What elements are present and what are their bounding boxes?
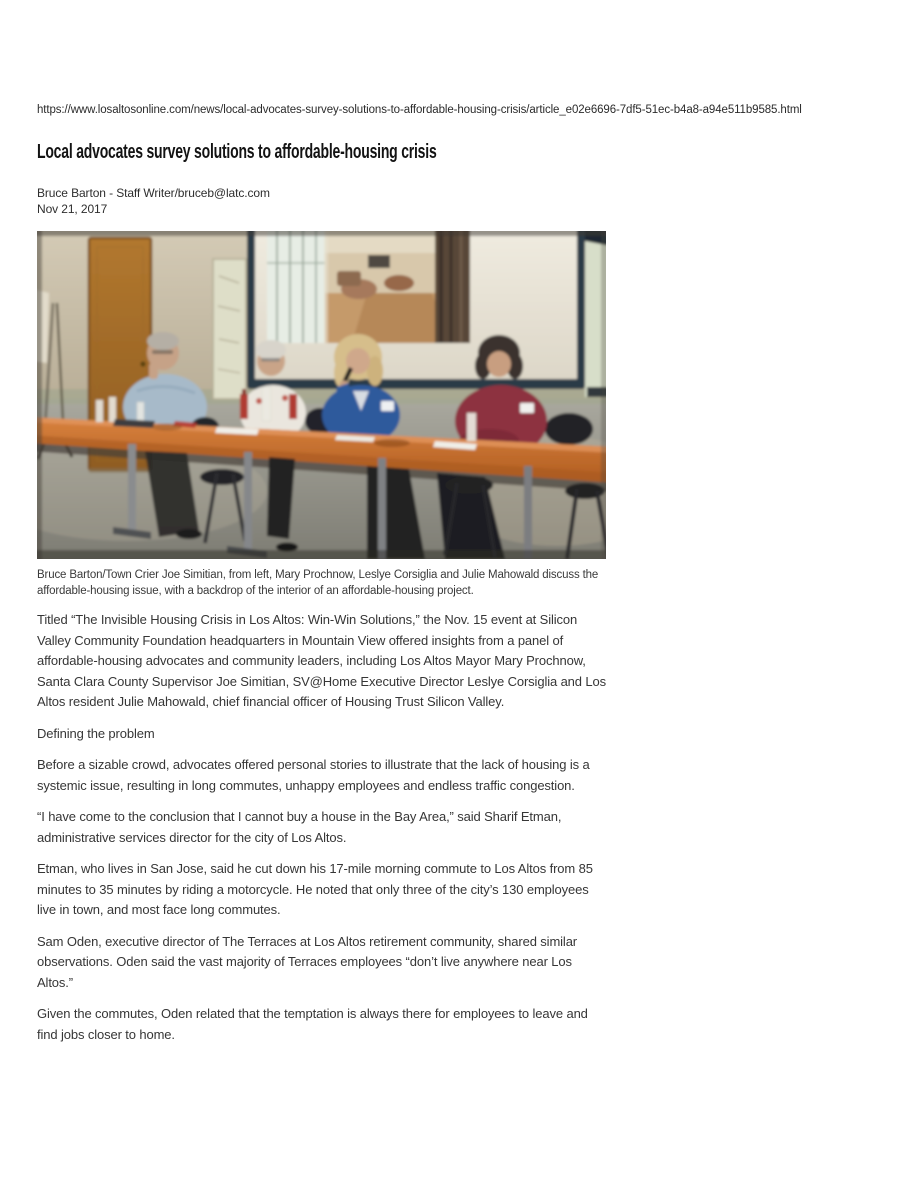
article-paragraph: “I have come to the conclusion that I cannot buy a house in the Bay Area,” said Sharif Etman, administrative services director for the city of Los Altos. xyxy=(37,809,562,845)
article-paragraph: Defining the problem xyxy=(37,725,155,741)
article-paragraph: Given the commutes, Oden related that the temptation is always there for employees to leave and find jobs closer to home. xyxy=(37,1006,588,1042)
printed-url-header: https://www.losaltosonline.com/news/local-advocates-survey-solutions-to-affordable-housing-crisis/article_e02e6696-7df5-51ec-b4a8-a94e511b9585.html xyxy=(37,104,802,116)
article-paragraph: Etman, who lives in San Jose, said he cut down his 17-mile morning commute to Los Altos from 85 minutes to 35 minutes by riding a motorcycle. He noted that only three of the city’s 130 employees live in town, and most face long commutes. xyxy=(37,861,593,917)
photo-vignette-top xyxy=(37,231,606,236)
article-headline: Local advocates survey solutions to affordable-housing crisis xyxy=(37,141,437,163)
article-date: Nov 21, 2017 xyxy=(37,201,108,216)
photo-projected-interior xyxy=(267,231,470,343)
article-body xyxy=(37,610,608,1056)
photo-whiteboard xyxy=(213,259,246,399)
photo-vignette-right xyxy=(601,231,606,559)
photo-vignette-bottom xyxy=(37,550,606,559)
article-paragraph: Titled “The Invisible Housing Crisis in Los Altos: Win-Win Solutions,” the Nov. 15 event at Silicon Valley Community Foundation headquarters in Mountain View offered insights from a panel of affordable-housing advocates and community leaders, including Los Altos Mayor Mary Prochnow, Santa Clara County Supervisor Joe Simitian, SV@Home Executive Director Leslye Corsiglia and Los Altos resident Julie Mahowald, chief financial officer of Housing Trust Silicon Valley. xyxy=(37,612,606,709)
article-paragraph: Before a sizable crowd, advocates offered personal stories to illustrate that the lack of housing is a systemic issue, resulting in long commutes, unhappy employees and endless traffic congestion. xyxy=(37,757,590,793)
photo-vignette-left xyxy=(37,231,42,559)
photo-projection-screen xyxy=(247,231,585,389)
article-paragraph: Sam Oden, executive director of The Terraces at Los Altos retirement community, shared similar observations. Oden said the vast majority of Terraces employees “don’t live anywhere near Los Altos.” xyxy=(37,933,578,990)
photo-caption: Bruce Barton/Town Crier Joe Simitian, from left, Mary Prochnow, Leslye Corsiglia and Julie Mahowald discuss the affordable-housing issue, with a backdrop of the interior of an affordable-housing project. xyxy=(37,569,599,597)
byline-block xyxy=(37,186,270,217)
article-byline: Bruce Barton - Staff Writer/bruceb@latc.com xyxy=(37,186,270,200)
article-photo xyxy=(37,231,606,559)
article-figure xyxy=(37,231,606,599)
